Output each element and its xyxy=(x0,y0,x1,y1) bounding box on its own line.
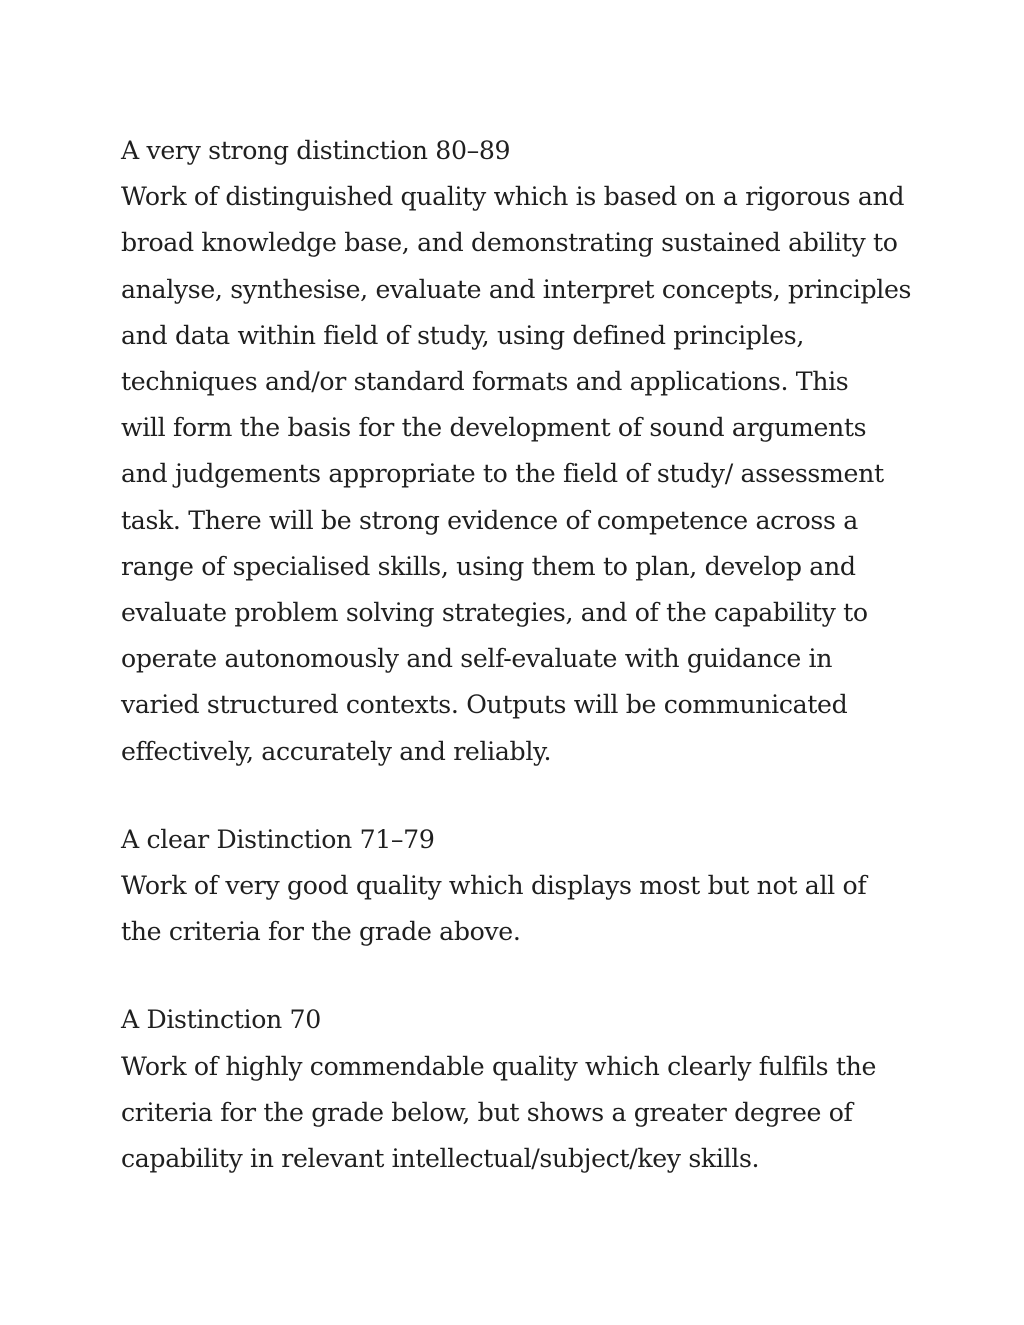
section-heading: A very strong distinction 80–89 xyxy=(121,136,511,165)
section-heading: A clear Distinction 71–79 xyxy=(121,824,435,854)
section-heading: A Distinction 70 xyxy=(121,1005,321,1035)
grade-section-distinction xyxy=(121,997,921,1182)
section-body: Work of highly commendable quality which clearly fulfils the criteria for the grade below, but shows a greater degree of capability in relevant intellectual/subject/key skills. xyxy=(121,1051,877,1174)
section-body: Work of distinguished quality which is based on a rigorous and broad knowledge base, and demonstrating sustained ability to analyse, synthesise, evaluate and interpret concepts, principles and data within field of study, using defined principles, techniques and/or standard formats and applications. This will form the basis for the development of sound arguments and judgements appropriate to the field of study/ assessment task. There will be strong evidence of competence across a range of specialised skills, using them to plan, develop and evaluate problem solving strategies, and of the capability to operate autonomously and self-evaluate with guidance in varied structured contexts. Outputs will be communicated effectively, accurately and reliably. xyxy=(121,182,912,766)
document-page xyxy=(121,128,921,1224)
grade-section-very-strong-distinction xyxy=(121,128,921,775)
section-body: Work of very good quality which displays most but not all of the criteria for the grade above. xyxy=(121,871,867,947)
grade-section-clear-distinction xyxy=(121,817,921,956)
